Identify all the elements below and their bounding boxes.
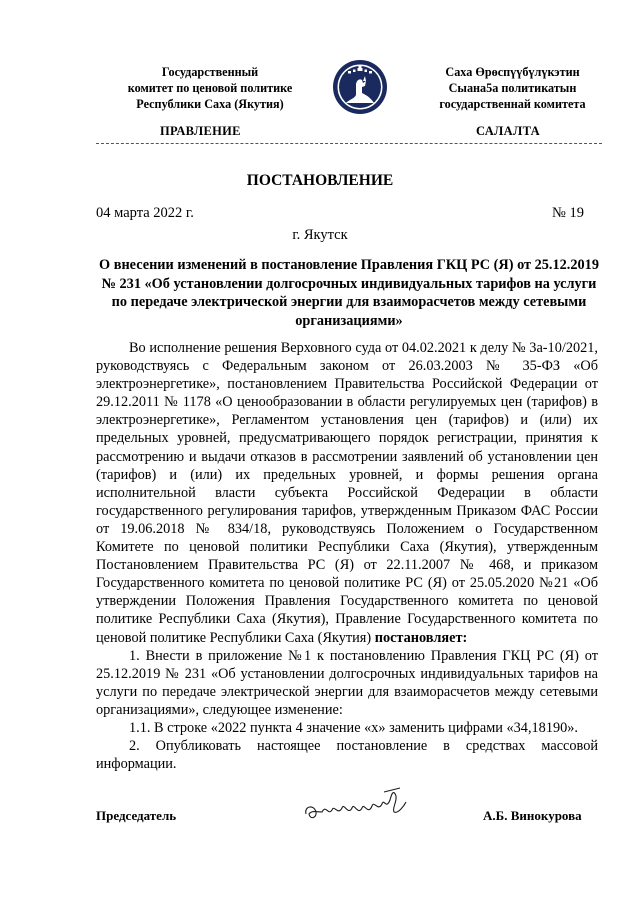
header-left-line-3: Республики Саха (Якутия) [136, 97, 284, 111]
item-1: 1. Внести в приложение №1 к постановлению Правления ГКЦ РС (Я) от 25.12.2019 № 231 «Об установлении долгосрочных индивидуальных тарифов на услуги по передаче электрической энергии для взаиморасчетов между сетевыми организациями», следующее изменение: [96, 647, 598, 718]
document-body [96, 339, 598, 773]
header-left-caption: ПРАВЛЕНИЕ [160, 124, 241, 138]
preamble-text: Во исполнение решения Верховного суда от 04.02.2021 к делу № 3а-10/2021, руководствуясь с Федеральным законом от 26.03.2003 № 35-ФЗ «Об электроэнергетике», постановлением Правительства Российской Федерации от 29.12.2011 № 1178 «О ценообразовании в области регулируемых цен (тарифов) в электроэнергетике», Регламентом установления цен (тарифов) и (или) их предельных уровней, предусматривающего порядок регистрации, принятия к рассмотрению и выдачи отказов в рассмотрении заявлений об установлении цен (тарифов) и (или) их предельных уровней, и формы решения органа исполнительной власти субъекта Российской Федерации в области государственного регулирования тарифов, утвержденным Приказом ФАС России от 19.06.2018 № 834/18, руководствуясь Положением о Государственном Комитете по ценовой политики Республики Саха (Якутия), утвержденным Постановлением Правительства РС (Я) от 22.11.2007 № 468, и приказом Государственного комитета по ценовой политике РС (Я) от 25.05.2020 №21 «Об утверждении Положения Правления Государственного комитета по ценовой политике Республики Саха (Якутия), Правление Государственного комитета по ценовой политике Республики Саха (Якутия) [96, 340, 598, 646]
header-right-caption: САЛАЛТА [476, 124, 540, 138]
document-title: ПОСТАНОВЛЕНИЕ [246, 172, 394, 189]
signer-position: Председатель [96, 808, 177, 823]
header-left-line-2: комитет по ценовой политике [127, 81, 293, 95]
header-right-line-1: Саха Өрөспүүбүлүкэтин [445, 65, 580, 79]
header-divider [96, 143, 602, 144]
document-city: г. Якутск [292, 227, 348, 243]
preamble-paragraph [96, 339, 598, 647]
document-subject: О внесении изменений в постановление Правления ГКЦ РС (Я) от 25.12.2019 № 231 «Об установлении долгосрочных индивидуальных тарифов на услуги по передаче электрической энергии для взаиморасчетов между сетевыми организациями» [99, 257, 599, 329]
header-left-organization [95, 64, 325, 112]
header-right-line-3: государственнай комитета [439, 97, 586, 111]
item-2: 2. Опубликовать настоящее постановление в средствах массовой информации. [96, 738, 598, 773]
coat-of-arms-icon [332, 59, 388, 115]
header-left-line-1: Государственный [161, 65, 259, 79]
signer-name: А.Б. Винокурова [483, 808, 582, 823]
document-number: № 19 [552, 205, 584, 221]
resolves-keyword: постановляет: [374, 629, 468, 646]
handwritten-signature [300, 782, 410, 830]
document-date: 04 марта 2022 г. [96, 205, 194, 221]
header-right-line-2: Сыана5а политикатын [448, 81, 577, 95]
item-1-1: 1.1. В строке «2022 пункта 4 значение «х» заменить цифрами «34,18190». [129, 719, 578, 736]
header-right-organization [405, 64, 620, 112]
